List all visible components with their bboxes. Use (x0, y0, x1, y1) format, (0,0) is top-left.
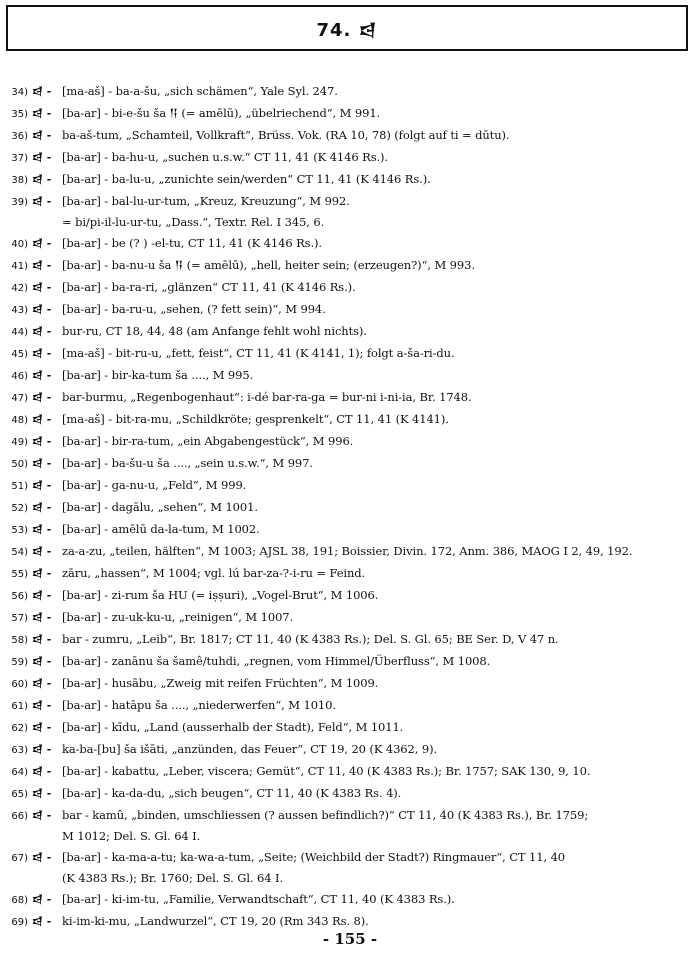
entry-sign: 𒁀 - (32, 259, 52, 272)
entry-text: [ba-ar] - bir-ra-tum, „ein Abgabengestück“, M 996. (62, 434, 354, 448)
entry-sign: 𒁀 - (32, 435, 52, 448)
entry-number: 48) (11, 415, 28, 426)
entry-row (6, 540, 696, 562)
entry-row (6, 846, 696, 868)
entry-text: [ba-ar] - ga-nu-u, „Feld“, M 999. (62, 478, 247, 492)
entry-row (6, 868, 696, 888)
entry-sign: 𒁀 - (32, 765, 52, 778)
entry-sign: 𒁀 - (32, 457, 52, 470)
entry-text: [ba-ar] - bir-ka-tum ša ...., M 995. (62, 368, 254, 382)
entry-sign: 𒁀 - (32, 655, 52, 668)
entry-number: 54) (11, 547, 28, 558)
entry-text: [ba-ar] - be (? ) -el-tu, CT 11, 41 (K 4146 Rs.). (62, 236, 322, 250)
entry-number: 69) (11, 917, 28, 928)
entry-sign: 𒁀 - (32, 567, 52, 580)
entry-sign: 𒁀 - (32, 479, 52, 492)
entry-sign: 𒁀 - (32, 281, 52, 294)
entry-text: M 1012; Del. S. Gl. 64 I. (62, 829, 201, 843)
entry-sign: 𒁀 - (32, 677, 52, 690)
entry-text: ba-aš-tum, „Schamteil, Vollkraft“, Brüss. Vok. (RA 10, 78) (folgt auf ti = dūtu). (62, 128, 510, 142)
entry-number: 44) (11, 327, 28, 338)
entry-text: [ma-aš] - bit-ru-u, „fett, feist“, CT 11, 41 (K 4141, 1); folgt a-ša-ri-du. (62, 346, 455, 360)
page-number: - 155 - (322, 930, 378, 948)
entry-row (6, 364, 696, 386)
entry-text: [ba-ar] - ba-nu-u ša 𒀀 (= amēlū), „hell, heiter sein; (erzeugen?)“, M 993. (62, 258, 475, 272)
entry-sign: 𒁀 - (32, 721, 52, 734)
entry-row (6, 124, 696, 146)
entry-row (6, 650, 696, 672)
entry-text: [ba-ar] - dagālu, „sehen“, M 1001. (62, 500, 258, 514)
entry-sign: 𒁀 - (32, 347, 52, 360)
entry-text: [ba-ar] - amēlū da-la-tum, M 1002. (62, 522, 260, 536)
entry-number: 57) (11, 613, 28, 624)
entry-row (6, 320, 696, 342)
entry-row (6, 80, 696, 102)
entry-sign: 𒁀 - (32, 195, 52, 208)
entry-row (6, 474, 696, 496)
entry-number: 39) (11, 197, 28, 208)
entry-number: 34) (11, 87, 28, 98)
entry-number: 62) (11, 723, 28, 734)
entry-sign: 𒁀 - (32, 743, 52, 756)
entry-row (6, 694, 696, 716)
entry-number: 67) (11, 853, 28, 864)
entry-row (6, 276, 696, 298)
entry-row (6, 232, 696, 254)
entry-number: 49) (11, 437, 28, 448)
entry-row (6, 254, 696, 276)
entry-text: [ba-ar] - ba-ru-u, „sehen, (? fett sein)“, M 994. (62, 302, 326, 316)
entry-row (6, 826, 696, 846)
entry-row (6, 168, 696, 190)
entry-text: [ba-ar] - kabattu, „Leber, viscera; Gemüt“, CT 11, 40 (K 4383 Rs.); Br. 1757; SAK 130, 9, 10. (62, 764, 591, 778)
entry-row (6, 716, 696, 738)
entry-row (6, 584, 696, 606)
entry-text: [ba-ar] - zu-uk-ku-u, „reinigen“, M 1007. (62, 610, 294, 624)
entry-row (6, 212, 696, 232)
entry-row (6, 910, 696, 932)
entry-row (6, 804, 696, 826)
entry-row (6, 102, 696, 124)
entry-number: 43) (11, 305, 28, 316)
entry-number: 58) (11, 635, 28, 646)
entry-text: [ba-ar] - ka-ma-a-tu; ka-wa-a-tum, „Seite; (Weichbild der Stadt?) Ringmauer“, CT 11, 40 (62, 850, 566, 864)
entry-sign: 𒁀 - (32, 633, 52, 646)
entry-row (6, 408, 696, 430)
entry-number: 65) (11, 789, 28, 800)
entry-sign: 𒁀 - (32, 545, 52, 558)
entry-text: ka-ba-[bu] ša išāti, „anzünden, das Feuer“, CT 19, 20 (K 4362, 9). (62, 742, 438, 756)
entry-sign: 𒁀 - (32, 325, 52, 338)
entry-sign: 𒁀 - (32, 851, 52, 864)
entry-number: 40) (11, 239, 28, 250)
entry-number: 41) (11, 261, 28, 272)
entry-sign: 𒁀 - (32, 303, 52, 316)
entry-number: 38) (11, 175, 28, 186)
entry-sign: 𒁀 - (32, 611, 52, 624)
header-box (6, 5, 688, 51)
entry-row (6, 518, 696, 540)
entry-number: 37) (11, 153, 28, 164)
entry-row (6, 782, 696, 804)
entry-text: zāru, „hassen“, M 1004; vgl. lú bar-za-?-i-ru = Feind. (62, 566, 366, 580)
entry-text: [ba-ar] - ba-hu-u, „suchen u.s.w.“ CT 11, 41 (K 4146 Rs.). (62, 150, 388, 164)
entry-row (6, 672, 696, 694)
entry-sign: 𒁀 - (32, 893, 52, 906)
entry-number: 47) (11, 393, 28, 404)
entry-text: [ba-ar] - ba-šu-u ša ...., „sein u.s.w.“, M 997. (62, 456, 313, 470)
entry-text: [ba-ar] - husābu, „Zweig mit reifen Früchten“, M 1009. (62, 676, 379, 690)
entry-sign: 𒁀 - (32, 915, 52, 928)
entry-sign: 𒁀 - (32, 589, 52, 602)
header-title: 74. 𒁀 (316, 19, 378, 41)
entry-text: bar-burmu, „Regenbogenhaut“: i-dé bar-ra-ga = bur-ni i-ni-ia, Br. 1748. (62, 390, 472, 404)
entry-text: (K 4383 Rs.); Br. 1760; Del. S. Gl. 64 I. (62, 871, 284, 885)
entry-number: 51) (11, 481, 28, 492)
entry-number: 55) (11, 569, 28, 580)
entry-number: 50) (11, 459, 28, 470)
entry-sign: 𒁀 - (32, 107, 52, 120)
entry-number: 68) (11, 895, 28, 906)
entry-text: bur-ru, CT 18, 44, 48 (am Anfange fehlt wohl nichts). (62, 324, 367, 338)
entry-number: 56) (11, 591, 28, 602)
entry-sign: 𒁀 - (32, 501, 52, 514)
entry-number: 45) (11, 349, 28, 360)
entry-number: 35) (11, 109, 28, 120)
entry-sign: 𒁀 - (32, 129, 52, 142)
entry-sign: 𒁀 - (32, 809, 52, 822)
entry-number: 60) (11, 679, 28, 690)
entry-text: [ba-ar] - kīdu, „Land (ausserhalb der Stadt), Feld“, M 1011. (62, 720, 404, 734)
entry-text: = bi/pi-il-lu-ur-tu, „Dass.“, Textr. Rel. I 345, 6. (62, 215, 325, 229)
entry-text: [ba-ar] - ba-ra-ri, „glänzen“ CT 11, 41 (K 4146 Rs.). (62, 280, 356, 294)
entry-sign: 𒁀 - (32, 699, 52, 712)
entry-text: [ba-ar] - zanānu ša šamê/tuhdi, „regnen, vom Himmel/Überfluss“, M 1008. (62, 654, 491, 668)
entry-list (6, 80, 696, 932)
entry-text: bar - kamû, „binden, umschliessen (? aussen befindlich?)“ CT 11, 40 (K 4383 Rs.), Br. 1759; (62, 808, 589, 822)
entry-number: 46) (11, 371, 28, 382)
entry-number: 64) (11, 767, 28, 778)
entry-sign: 𒁀 - (32, 391, 52, 404)
entry-text: [ba-ar] - ka-da-du, „sich beugen“, CT 11, 40 (K 4383 Rs. 4). (62, 786, 402, 800)
entry-text: [ma-aš] - bit-ra-mu, „Schildkröte; gesprenkelt“, CT 11, 41 (K 4141). (62, 412, 449, 426)
entry-row (6, 430, 696, 452)
entry-row (6, 298, 696, 320)
entry-text: ki-im-ki-mu, „Landwurzel“, CT 19, 20 (Rm 343 Rs. 8). (62, 914, 369, 928)
entry-row (6, 452, 696, 474)
entry-number: 42) (11, 283, 28, 294)
entry-row (6, 190, 696, 212)
entry-number: 66) (11, 811, 28, 822)
entry-sign: 𒁀 - (32, 523, 52, 536)
entry-sign: 𒁀 - (32, 413, 52, 426)
entry-text: [ba-ar] - bi-e-šu ša 𒀀 (= amēlū), „übelriechend“, M 991. (62, 106, 381, 120)
entry-row (6, 738, 696, 760)
entry-sign: 𒁀 - (32, 173, 52, 186)
entry-row (6, 606, 696, 628)
entry-number: 53) (11, 525, 28, 536)
entry-row (6, 342, 696, 364)
entry-text: [ba-ar] - zi-rum ša HU (= iṣṣuri), „Vogel-Brut“, M 1006. (62, 588, 379, 602)
entry-text: [ba-ar] - bal-lu-ur-tum, „Kreuz, Kreuzung“, M 992. (62, 194, 350, 208)
entry-number: 52) (11, 503, 28, 514)
entry-sign: 𒁀 - (32, 787, 52, 800)
entry-row (6, 146, 696, 168)
entry-row (6, 760, 696, 782)
entry-sign: 𒁀 - (32, 151, 52, 164)
entry-text: bar - zumru, „Leib“, Br. 1817; CT 11, 40 (K 4383 Rs.); Del. S. Gl. 65; BE Ser. D, V 47 n. (62, 632, 559, 646)
entry-text: za-a-zu, „teilen, hälften“, M 1003; AJSL 38, 191; Boissier, Divin. 172, Anm. 386, MAOG I 2, 49, 192. (62, 544, 633, 558)
entry-number: 59) (11, 657, 28, 668)
entry-number: 36) (11, 131, 28, 142)
entry-sign: 𒁀 - (32, 369, 52, 382)
entry-sign: 𒁀 - (32, 85, 52, 98)
entry-row (6, 628, 696, 650)
entry-row (6, 562, 696, 584)
entry-text: [ma-aš] - ba-a-šu, „sich schämen“, Yale Syl. 247. (62, 84, 338, 98)
entry-sign: 𒁀 - (32, 237, 52, 250)
entry-row (6, 496, 696, 518)
entry-row (6, 386, 696, 408)
entry-number: 63) (11, 745, 28, 756)
entry-text: [ba-ar] - ki-im-tu, „Familie, Verwandtschaft“, CT 11, 40 (K 4383 Rs.). (62, 892, 455, 906)
entry-text: [ba-ar] - hatāpu ša ...., „niederwerfen“, M 1010. (62, 698, 336, 712)
entry-text: [ba-ar] - ba-lu-u, „zunichte sein/werden“ CT 11, 41 (K 4146 Rs.). (62, 172, 431, 186)
entry-number: 61) (11, 701, 28, 712)
entry-row (6, 888, 696, 910)
